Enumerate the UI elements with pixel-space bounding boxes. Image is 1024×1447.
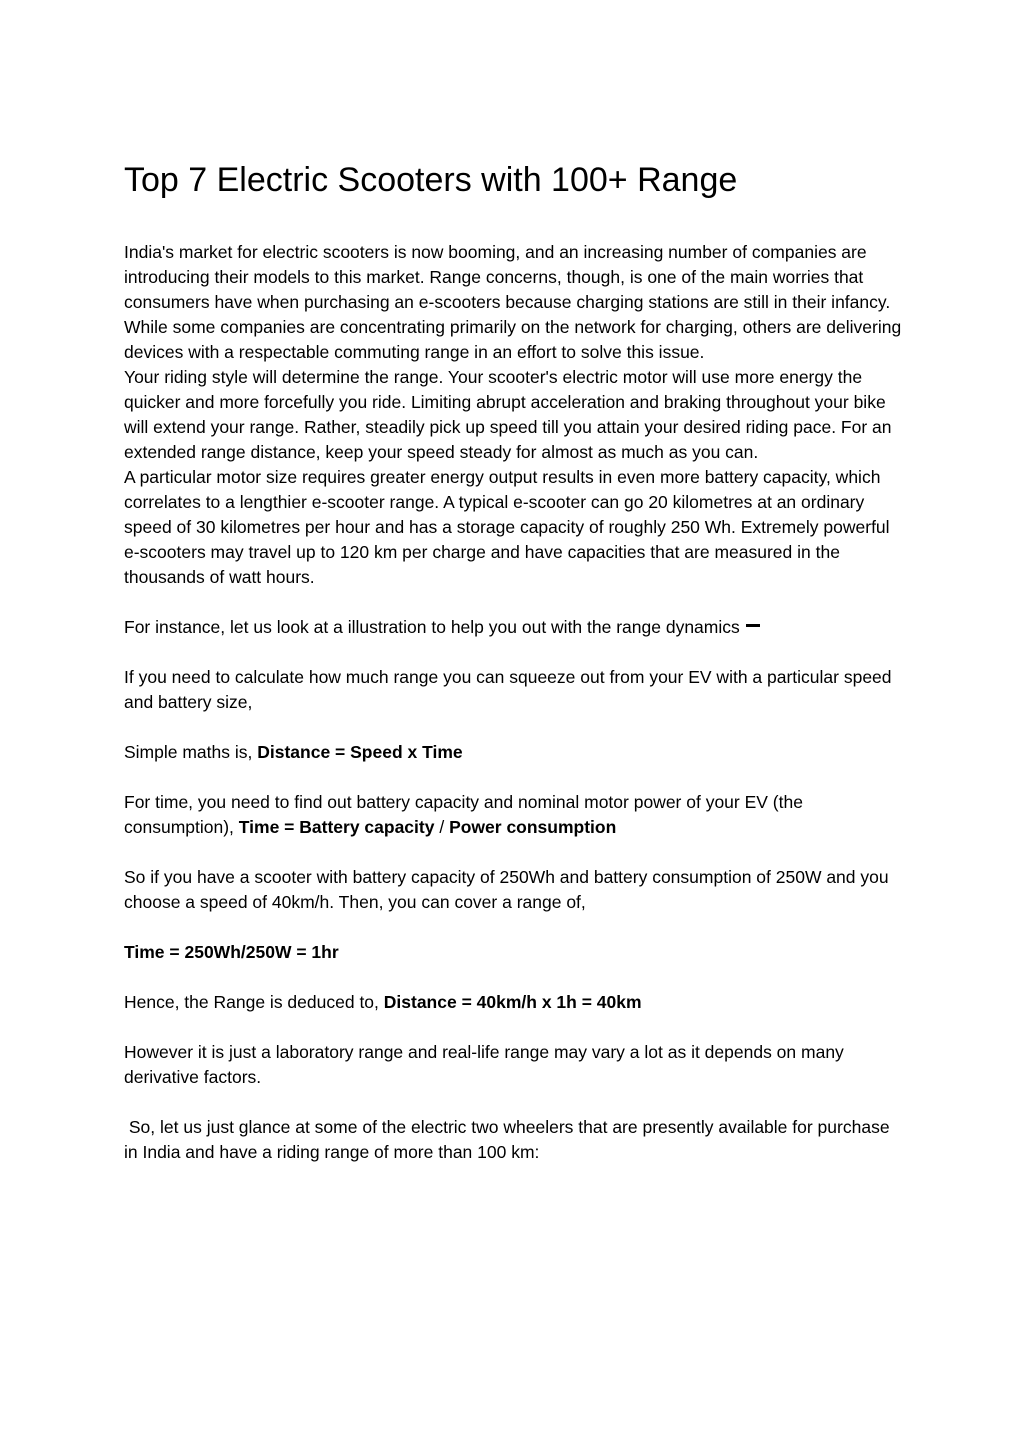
calculate-paragraph: If you need to calculate how much range you can squeeze out from your EV with a particular speed and battery size, [124,667,892,712]
time-formula-separator: / [434,817,450,837]
document-page [124,158,904,1165]
time-result: Time = 250Wh/250W = 1hr [124,942,339,962]
distance-formula-intro: Simple maths is, [124,742,258,762]
riding-style-paragraph: Your riding style will determine the range. Your scooter's electric motor will use more energy the quicker and more forcefully you ride. Limiting abrupt acceleration and braking throughout your bike will extend your range. Rather, steadily pick up speed till you attain your desired riding pace. For an extended range distance, keep your speed steady for almost as much as you can. [124,367,892,462]
intro-paragraph: India's market for electric scooters is now booming, and an increasing number of companies are introducing their models to this market. Range concerns, though, is one of the main worries that consumers have when purchasing an e-scooters because charging stations are still in their infancy. While some companies are concentrating primarily on the network for charging, others are delivering devices with a respectable commuting range in an effort to solve this issue. [124,242,902,362]
motor-size-paragraph: A particular motor size requires greater energy output results in even more battery capacity, which correlates to a lengthier e-scooter range. A typical e-scooter can go 20 kilometres at an ordinary speed of 30 kilometres per hour and has a storage capacity of roughly 250 Wh. Extremely powerful e-scooters may travel up to 120 km per charge and have capacities that are measured in the thousands of watt hours. [124,467,890,587]
page-title: Top 7 Electric Scooters with 100+ Range [124,161,738,199]
closing-paragraph: So, let us just glance at some of the electric two wheelers that are presently available for purchase in India and have a riding range of more than 100 km: [124,1117,895,1162]
example-paragraph: So if you have a scooter with battery capacity of 250Wh and battery consumption of 250W and you choose a speed of 40km/h. Then, you can cover a range of, [124,867,889,912]
laboratory-range-paragraph: However it is just a laboratory range and real-life range may vary a lot as it depends on many derivative factors. [124,1042,844,1087]
range-result: Distance = 40km/h x 1h = 40km [383,992,642,1012]
time-formula-part1: Time = Battery capacity [238,817,435,837]
time-formula-intro: For time, you need to find out battery capacity and nominal motor power of your EV (the consumption), [124,792,803,837]
time-formula-paragraph [124,790,904,840]
illustration-text: For instance, let us look at a illustration to help you out with the range dynamics [124,617,740,637]
time-result-paragraph [124,940,904,965]
illustration-paragraph [124,615,904,640]
distance-formula: Distance = Speed x Time [257,742,463,762]
range-result-intro: Hence, the Range is deduced to, [124,992,384,1012]
dash-mark [746,624,760,627]
range-result-paragraph [124,990,904,1015]
time-formula-part2: Power consumption [449,817,617,837]
distance-formula-paragraph [124,740,904,765]
